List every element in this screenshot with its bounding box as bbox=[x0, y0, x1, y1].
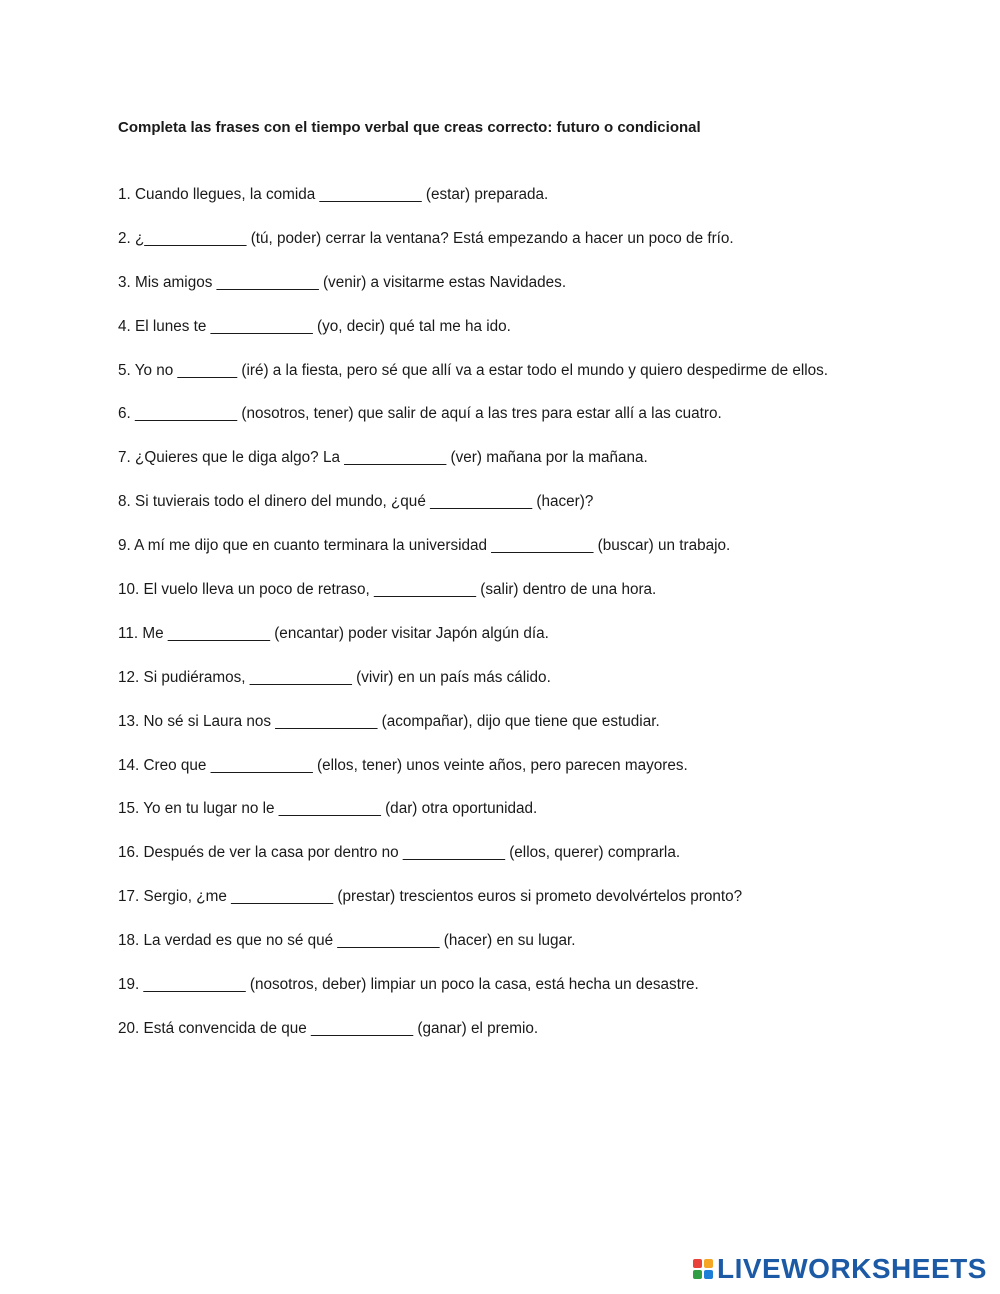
logo-text: LIVEWORKSHEETS bbox=[717, 1253, 987, 1284]
exercise-item-3: 3. Mis amigos ____________ (venir) a visitarme estas Navidades. bbox=[118, 273, 567, 291]
exercise-item-4: 4. El lunes te ____________ (yo, decir) qué tal me ha ido. bbox=[118, 317, 511, 335]
exercise-item-14: 14. Creo que ____________ (ellos, tener) unos veinte años, pero parecen mayores. bbox=[118, 756, 688, 774]
exercise-item-10: 10. El vuelo lleva un poco de retraso, ____________ (salir) dentro de una hora. bbox=[118, 581, 657, 599]
worksheet-title: Completa las frases con el tiempo verbal que creas correcto: futuro o condicional bbox=[118, 119, 701, 136]
logo-block-green bbox=[693, 1270, 702, 1279]
exercise-item-1: 1. Cuando llegues, la comida ____________ (estar) preparada. bbox=[118, 186, 549, 203]
exercise-item-7: 7. ¿Quieres que le diga algo? La ____________ (ver) mañana por la mañana. bbox=[118, 449, 648, 467]
exercise-item-6: 6. ____________ (nosotros, tener) que salir de aquí a las tres para estar allí a las cuatro. bbox=[118, 405, 722, 423]
logo-block-orange bbox=[704, 1259, 713, 1268]
exercise-item-8: 8. Si tuvierais todo el dinero del mundo, ¿qué ____________ (hacer)? bbox=[118, 493, 594, 511]
exercise-item-20: 20. Está convencida de que ____________ (ganar) el premio. bbox=[118, 1019, 539, 1037]
exercise-item-16: 16. Después de ver la casa por dentro no ____________ (ellos, querer) comprarla. bbox=[118, 844, 681, 862]
exercise-item-2: 2. ¿____________ (tú, poder) cerrar la ventana? Está empezando a hacer un poco de frío. bbox=[118, 229, 734, 247]
exercise-item-5: 5. Yo no _______ (iré) a la fiesta, pero sé que allí va a estar todo el mundo y quiero despedirme de ellos. bbox=[118, 361, 829, 379]
exercise-item-19: 19. ____________ (nosotros, deber) limpiar un poco la casa, está hecha un desastre. bbox=[118, 976, 699, 994]
logo-block-red bbox=[693, 1259, 702, 1268]
exercise-item-12: 12. Si pudiéramos, ____________ (vivir) en un país más cálido. bbox=[118, 668, 551, 686]
logo-block-blue bbox=[704, 1270, 713, 1279]
exercise-item-17: 17. Sergio, ¿me ____________ (prestar) trescientos euros si prometo devolvértelos pronto? bbox=[118, 888, 743, 906]
exercise-list bbox=[118, 184, 828, 1062]
exercise-item-9: 9. A mí me dijo que en cuanto terminara la universidad ____________ (buscar) un trabajo. bbox=[118, 537, 731, 555]
logo-blocks-icon bbox=[693, 1259, 713, 1279]
exercise-item-15: 15. Yo en tu lugar no le ____________ (dar) otra oportunidad. bbox=[118, 800, 538, 818]
exercise-item-11: 11. Me ____________ (encantar) poder visitar Japón algún día. bbox=[118, 624, 549, 642]
liveworksheets-logo[interactable] bbox=[693, 1253, 987, 1285]
exercise-item-13: 13. No sé si Laura nos ____________ (acompañar), dijo que tiene que estudiar. bbox=[118, 712, 660, 730]
exercise-item-18: 18. La verdad es que no sé qué ____________ (hacer) en su lugar. bbox=[118, 932, 576, 950]
